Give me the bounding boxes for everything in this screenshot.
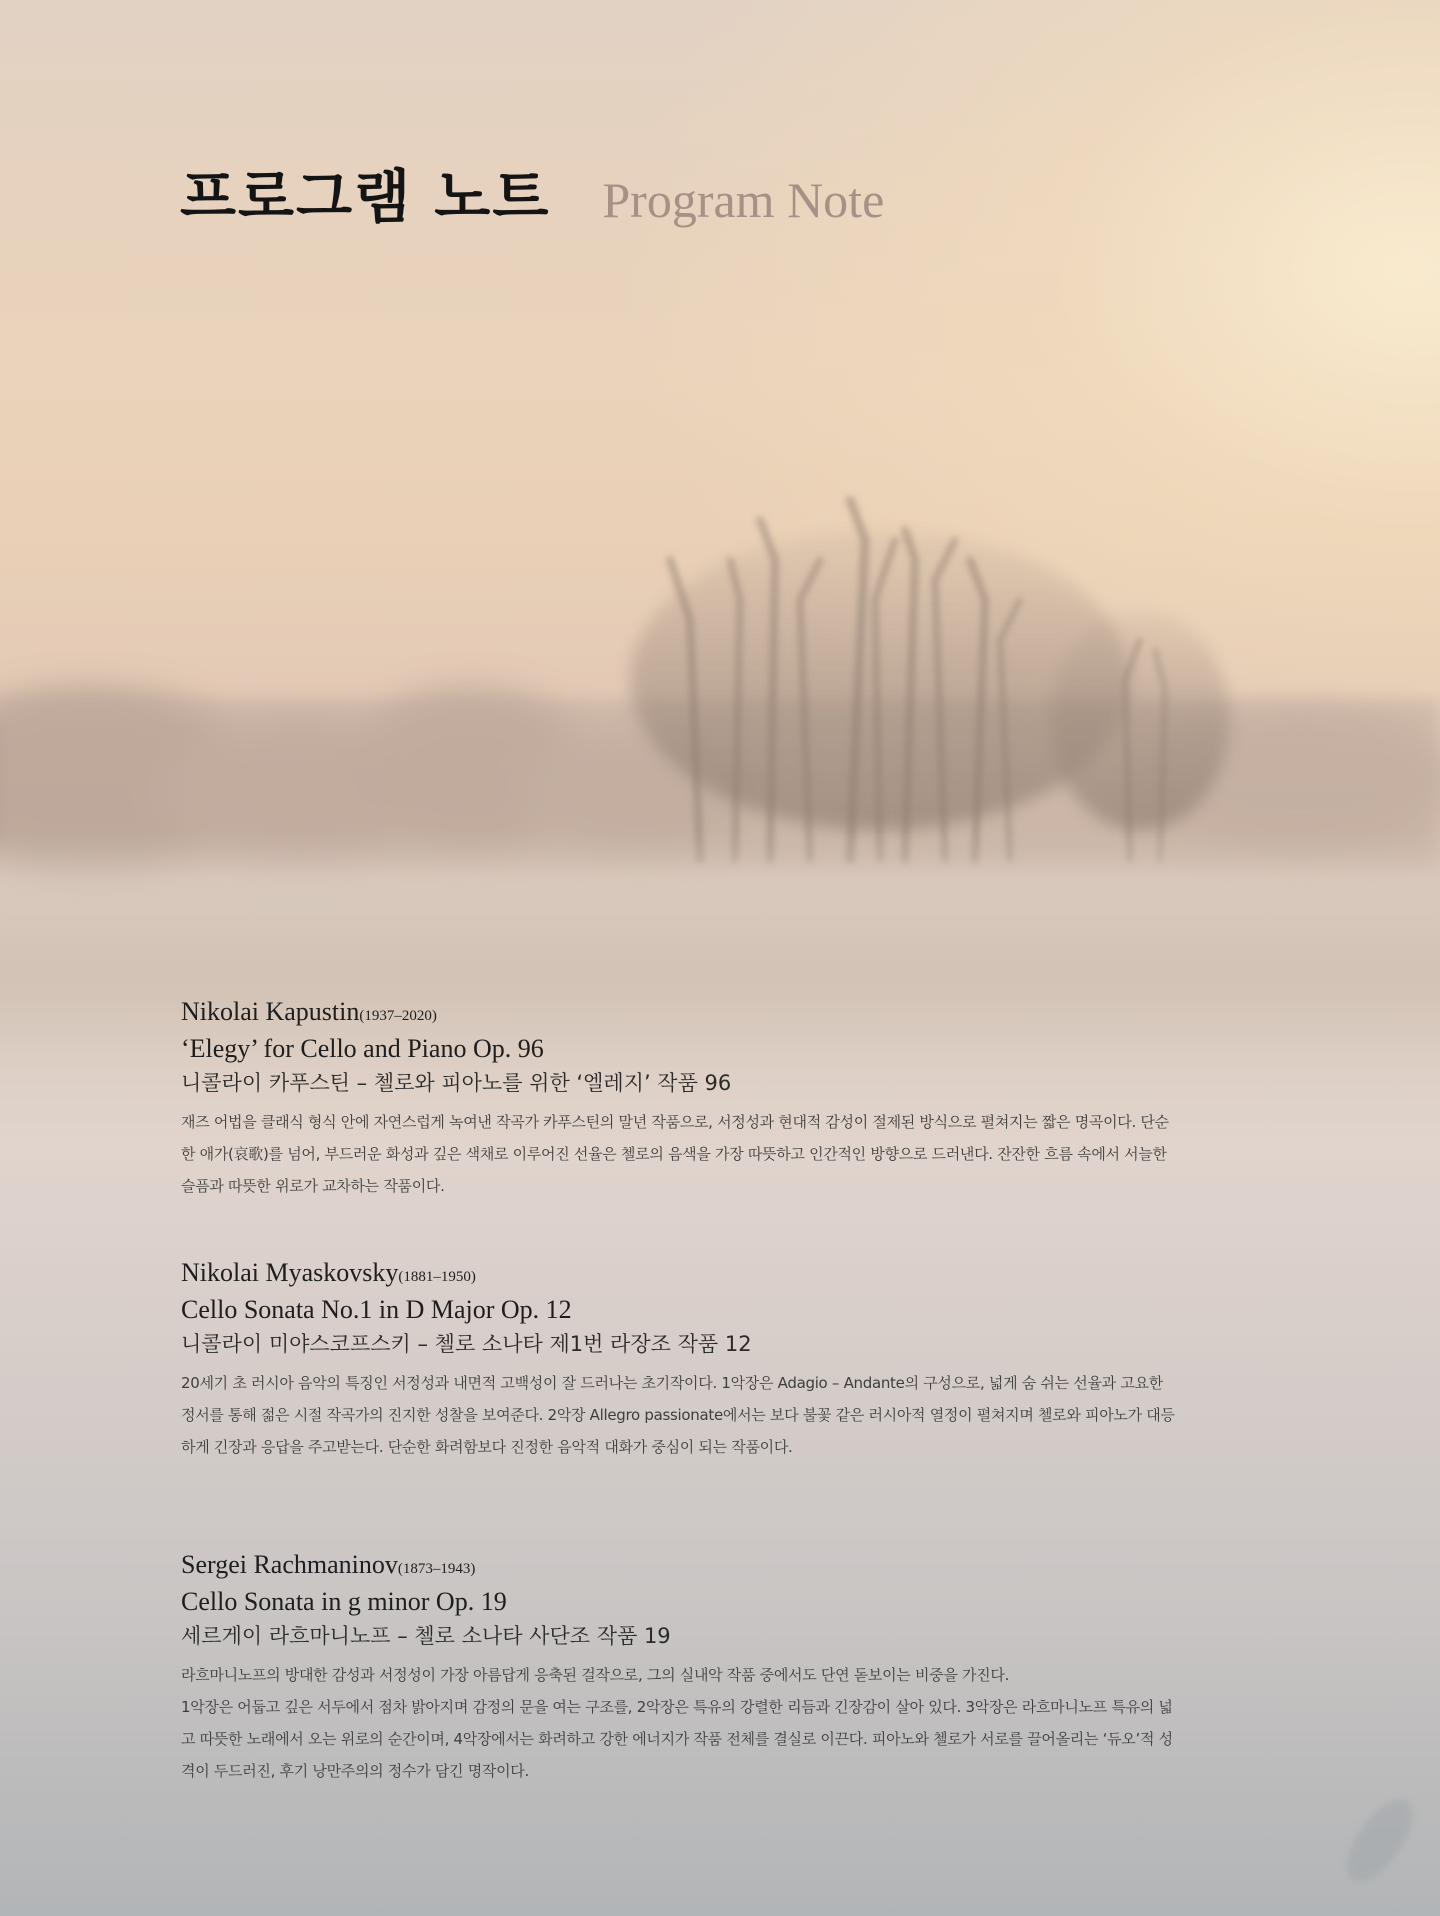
description-paragraph: 20세기 초 러시아 음악의 특징인 서정성과 내면적 고백성이 잘 드러나는 초기작이다. 1악장은 Adagio – Andante의 구성으로, 넓게 숨 쉬는 선율과 고요한 정서를 통해 젊은 시절 작곡가의 진지한 성찰을 보여준다. 2악장 Allegro passionate에서는 보다 불꽃 같은 러시아적 열정이 펼쳐지며 첼로와 피아노가 대등하게 긴장과 응답을 주고받는다. 단순한 화려함보다 진정한 음악적 대화가 중심이 되는 작품이다. <box>181 1374 1175 1456</box>
program-entry-kapustin <box>181 996 1181 1202</box>
program-description <box>181 1659 1181 1787</box>
composer-name <box>181 1257 1181 1293</box>
work-title-korean: 세르게이 라흐마니노프 – 첼로 소나타 사단조 작품 19 <box>181 1624 671 1648</box>
description-paragraph: 1악장은 어둡고 깊은 서두에서 점차 밝아지며 감정의 문을 여는 구조를, 2악장은 특유의 강렬한 리듬과 긴장감이 살아 있다. 3악장은 라흐마니노프 특유의 넓고 따뜻한 노래에서 오는 위로의 순간이며, 4악장에서는 화려하고 강한 에너지가 작품 전체를 결실로 이끈다. 피아노와 첼로가 서로를 끌어올리는 ‘듀오’적 성격이 두드러진, 후기 낭만주의의 정수가 담긴 명작이다. <box>181 1698 1173 1780</box>
program-description <box>181 1106 1181 1202</box>
page-title-english: Program Note <box>602 172 885 228</box>
work-title-english: ‘Elegy’ for Cello and Piano Op. 96 <box>181 1034 544 1063</box>
composer-name-text: Nikolai Myaskovsky <box>181 1258 399 1287</box>
composer-name-text: Nikolai Kapustin <box>181 997 360 1026</box>
composer-name <box>181 1549 1181 1585</box>
work-title-english: Cello Sonata in g minor Op. 19 <box>181 1587 507 1616</box>
page-title-korean: 프로그램 노트 <box>180 163 551 231</box>
work-title-korean: 니콜라이 미야스코프스키 – 첼로 소나타 제1번 라장조 작품 12 <box>181 1332 752 1356</box>
composer-name <box>181 996 1181 1032</box>
composer-name-text: Sergei Rachmaninov <box>181 1550 398 1579</box>
program-entry-rachmaninov <box>181 1549 1181 1787</box>
page-header <box>180 150 884 234</box>
description-paragraph: 재즈 어법을 클래식 형식 안에 자연스럽게 녹여낸 작곡가 카푸스틴의 말년 작품으로, 서정성과 현대적 감성이 절제된 방식으로 펼쳐지는 짧은 명곡이다. 단순한 애가(哀歌)를 넘어, 부드러운 화성과 깊은 색채로 이루어진 선율은 첼로의 음색을 가장 따뜻하고 인간적인 방향으로 드러낸다. 잔잔한 흐름 속에서 서늘한 슬픔과 따뜻한 위로가 교차하는 작품이다. <box>181 1113 1169 1195</box>
description-paragraph: 라흐마니노프의 방대한 감성과 서정성이 가장 아름답게 응축된 걸작으로, 그의 실내악 작품 중에서도 단연 돋보이는 비중을 가진다. <box>181 1666 1010 1684</box>
composer-years: (1937–2020) <box>359 1008 437 1024</box>
composer-years: (1873–1943) <box>397 1561 476 1577</box>
program-entry-myaskovsky <box>181 1257 1181 1463</box>
program-description <box>181 1367 1181 1463</box>
composer-years: (1881–1950) <box>398 1269 476 1285</box>
work-title-korean: 니콜라이 카푸스틴 – 첼로와 피아노를 위한 ‘엘레지’ 작품 96 <box>181 1071 732 1095</box>
work-title-english: Cello Sonata No.1 in D Major Op. 12 <box>181 1295 572 1324</box>
